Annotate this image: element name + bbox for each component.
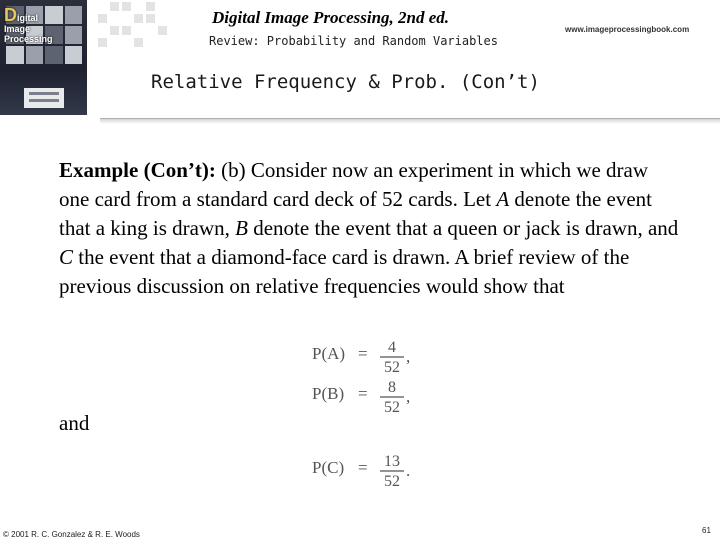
equation-p-b <box>312 379 410 416</box>
svg-text:52: 52 <box>384 473 400 490</box>
svg-text:52: 52 <box>384 359 400 376</box>
svg-text:P(A): P(A) <box>312 344 346 363</box>
slide-body-text: Example (Con’t): (b) Consider now an experiment in which we draw one card from a standard card deck of 52 cards. Let A denote the event that a king is drawn, B denote the event that a queen or jack is drawn, and C the event that a diamond-face card is drawn. A brief review of the previous discussion on relative frequencies would show that <box>59 158 679 298</box>
connective-and: and <box>59 411 90 435</box>
svg-text:.: . <box>406 461 411 480</box>
cover-title: Digital Image Processing <box>4 5 53 44</box>
slide-title: Relative Frequency & Prob. (Con’t) <box>151 71 540 93</box>
svg-text:,: , <box>406 387 411 406</box>
svg-text:=: = <box>358 458 368 477</box>
decorative-squares <box>88 2 168 62</box>
example-lead: Example (Con’t): <box>59 158 216 182</box>
page-number: 61 <box>702 526 711 535</box>
book-cover-image <box>0 0 87 115</box>
book-website: www.imageprocessingbook.com <box>565 25 690 34</box>
svg-text:=: = <box>358 344 368 363</box>
title-divider-shadow <box>100 119 720 124</box>
svg-text:13: 13 <box>384 453 400 470</box>
svg-text:,: , <box>406 347 411 366</box>
copyright-notice: © 2001 R. C. Gonzalez & R. E. Woods <box>3 530 140 539</box>
svg-text:=: = <box>358 384 368 403</box>
equation-p-c <box>312 453 410 490</box>
book-title: Digital Image Processing, 2nd ed. <box>212 8 450 27</box>
chapter-subtitle: Review: Probability and Random Variables <box>209 34 498 48</box>
svg-text:52: 52 <box>384 399 400 416</box>
svg-text:8: 8 <box>388 379 396 396</box>
svg-text:P(C): P(C) <box>312 458 345 477</box>
svg-text:4: 4 <box>388 339 396 356</box>
svg-text:P(B): P(B) <box>312 384 345 403</box>
cover-author-panel <box>24 88 64 108</box>
probability-equations <box>300 336 460 496</box>
equation-p-a <box>312 339 410 376</box>
